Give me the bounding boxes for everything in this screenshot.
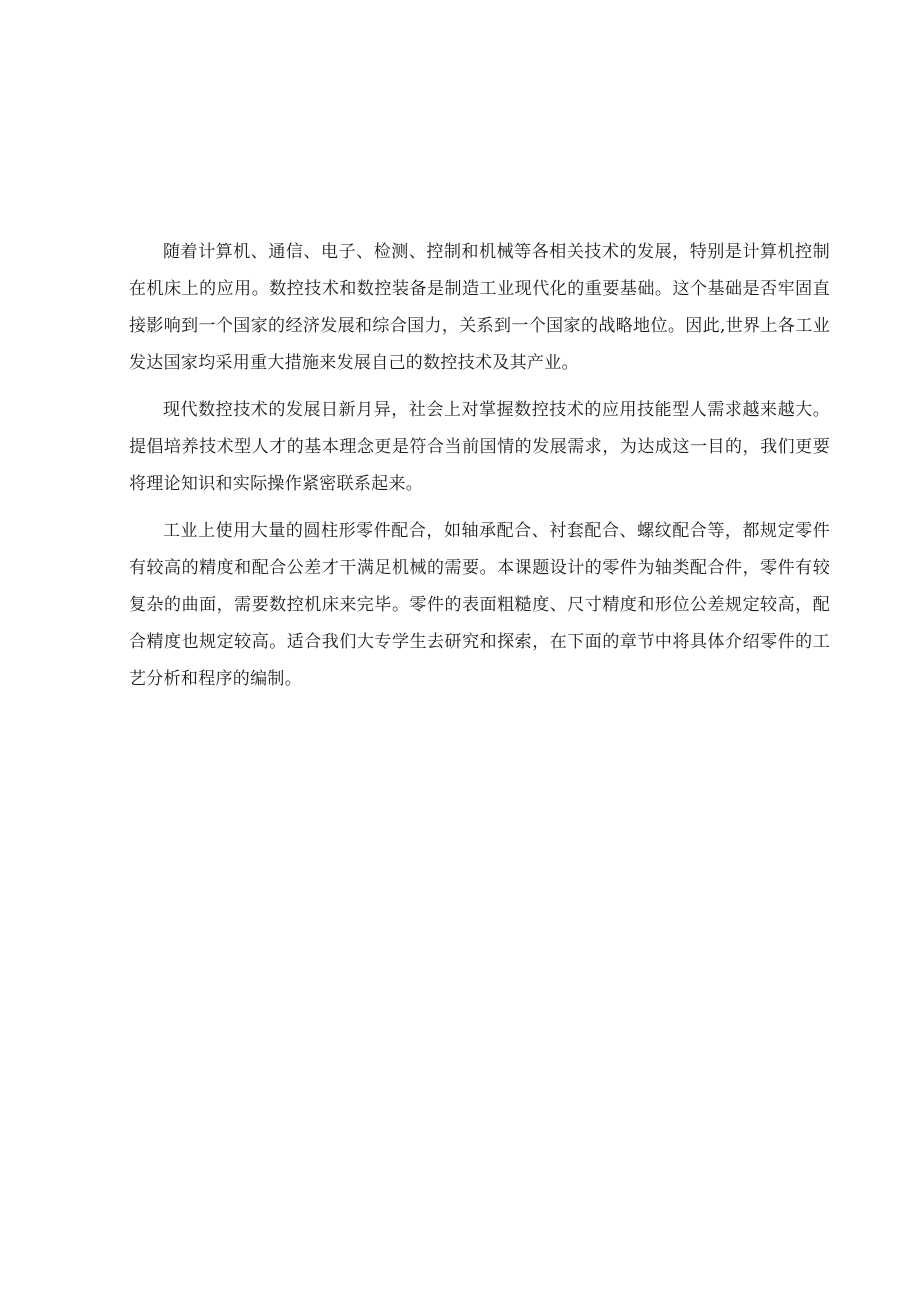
paragraph-talent-demand: 现代数控技术的发展日新月异，社会上对掌握数控技术的应用技能型人需求越来越大。提倡培养技术型人才的基本理念更是符合当前国情的发展需求，为达成这一目的，我们更要将理论知识和实际操作紧密联系起来。 <box>129 400 830 494</box>
paragraph-intro: 随着计算机、通信、电子、检测、控制和机械等各相关技术的发展，特别是计算机控制在机床上的应用。数控技术和数控装备是制造工业现代化的重要基础。这个基础是否牢固直接影响到一个国家的经济发展和综合国力，关系到一个国家的战略地位。因此,世界上各工业发达国家均采用重大措施来发展自己的数控技术及其产业。 <box>129 242 830 373</box>
document-body <box>129 234 830 708</box>
paragraph-project-scope: 工业上使用大量的圆柱形零件配合，如轴承配合、衬套配合、螺纹配合等，都规定零件有较高的精度和配合公差才干满足机械的需要。本课题设计的零件为轴类配合件，零件有较复杂的曲面，需要数控机床来完毕。零件的表面粗糙度、尺寸精度和形位公差规定较高，配合精度也规定较高。适合我们大专学生去研究和探索，在下面的章节中将具体介绍零件的工艺分析和程序的编制。 <box>129 521 830 689</box>
